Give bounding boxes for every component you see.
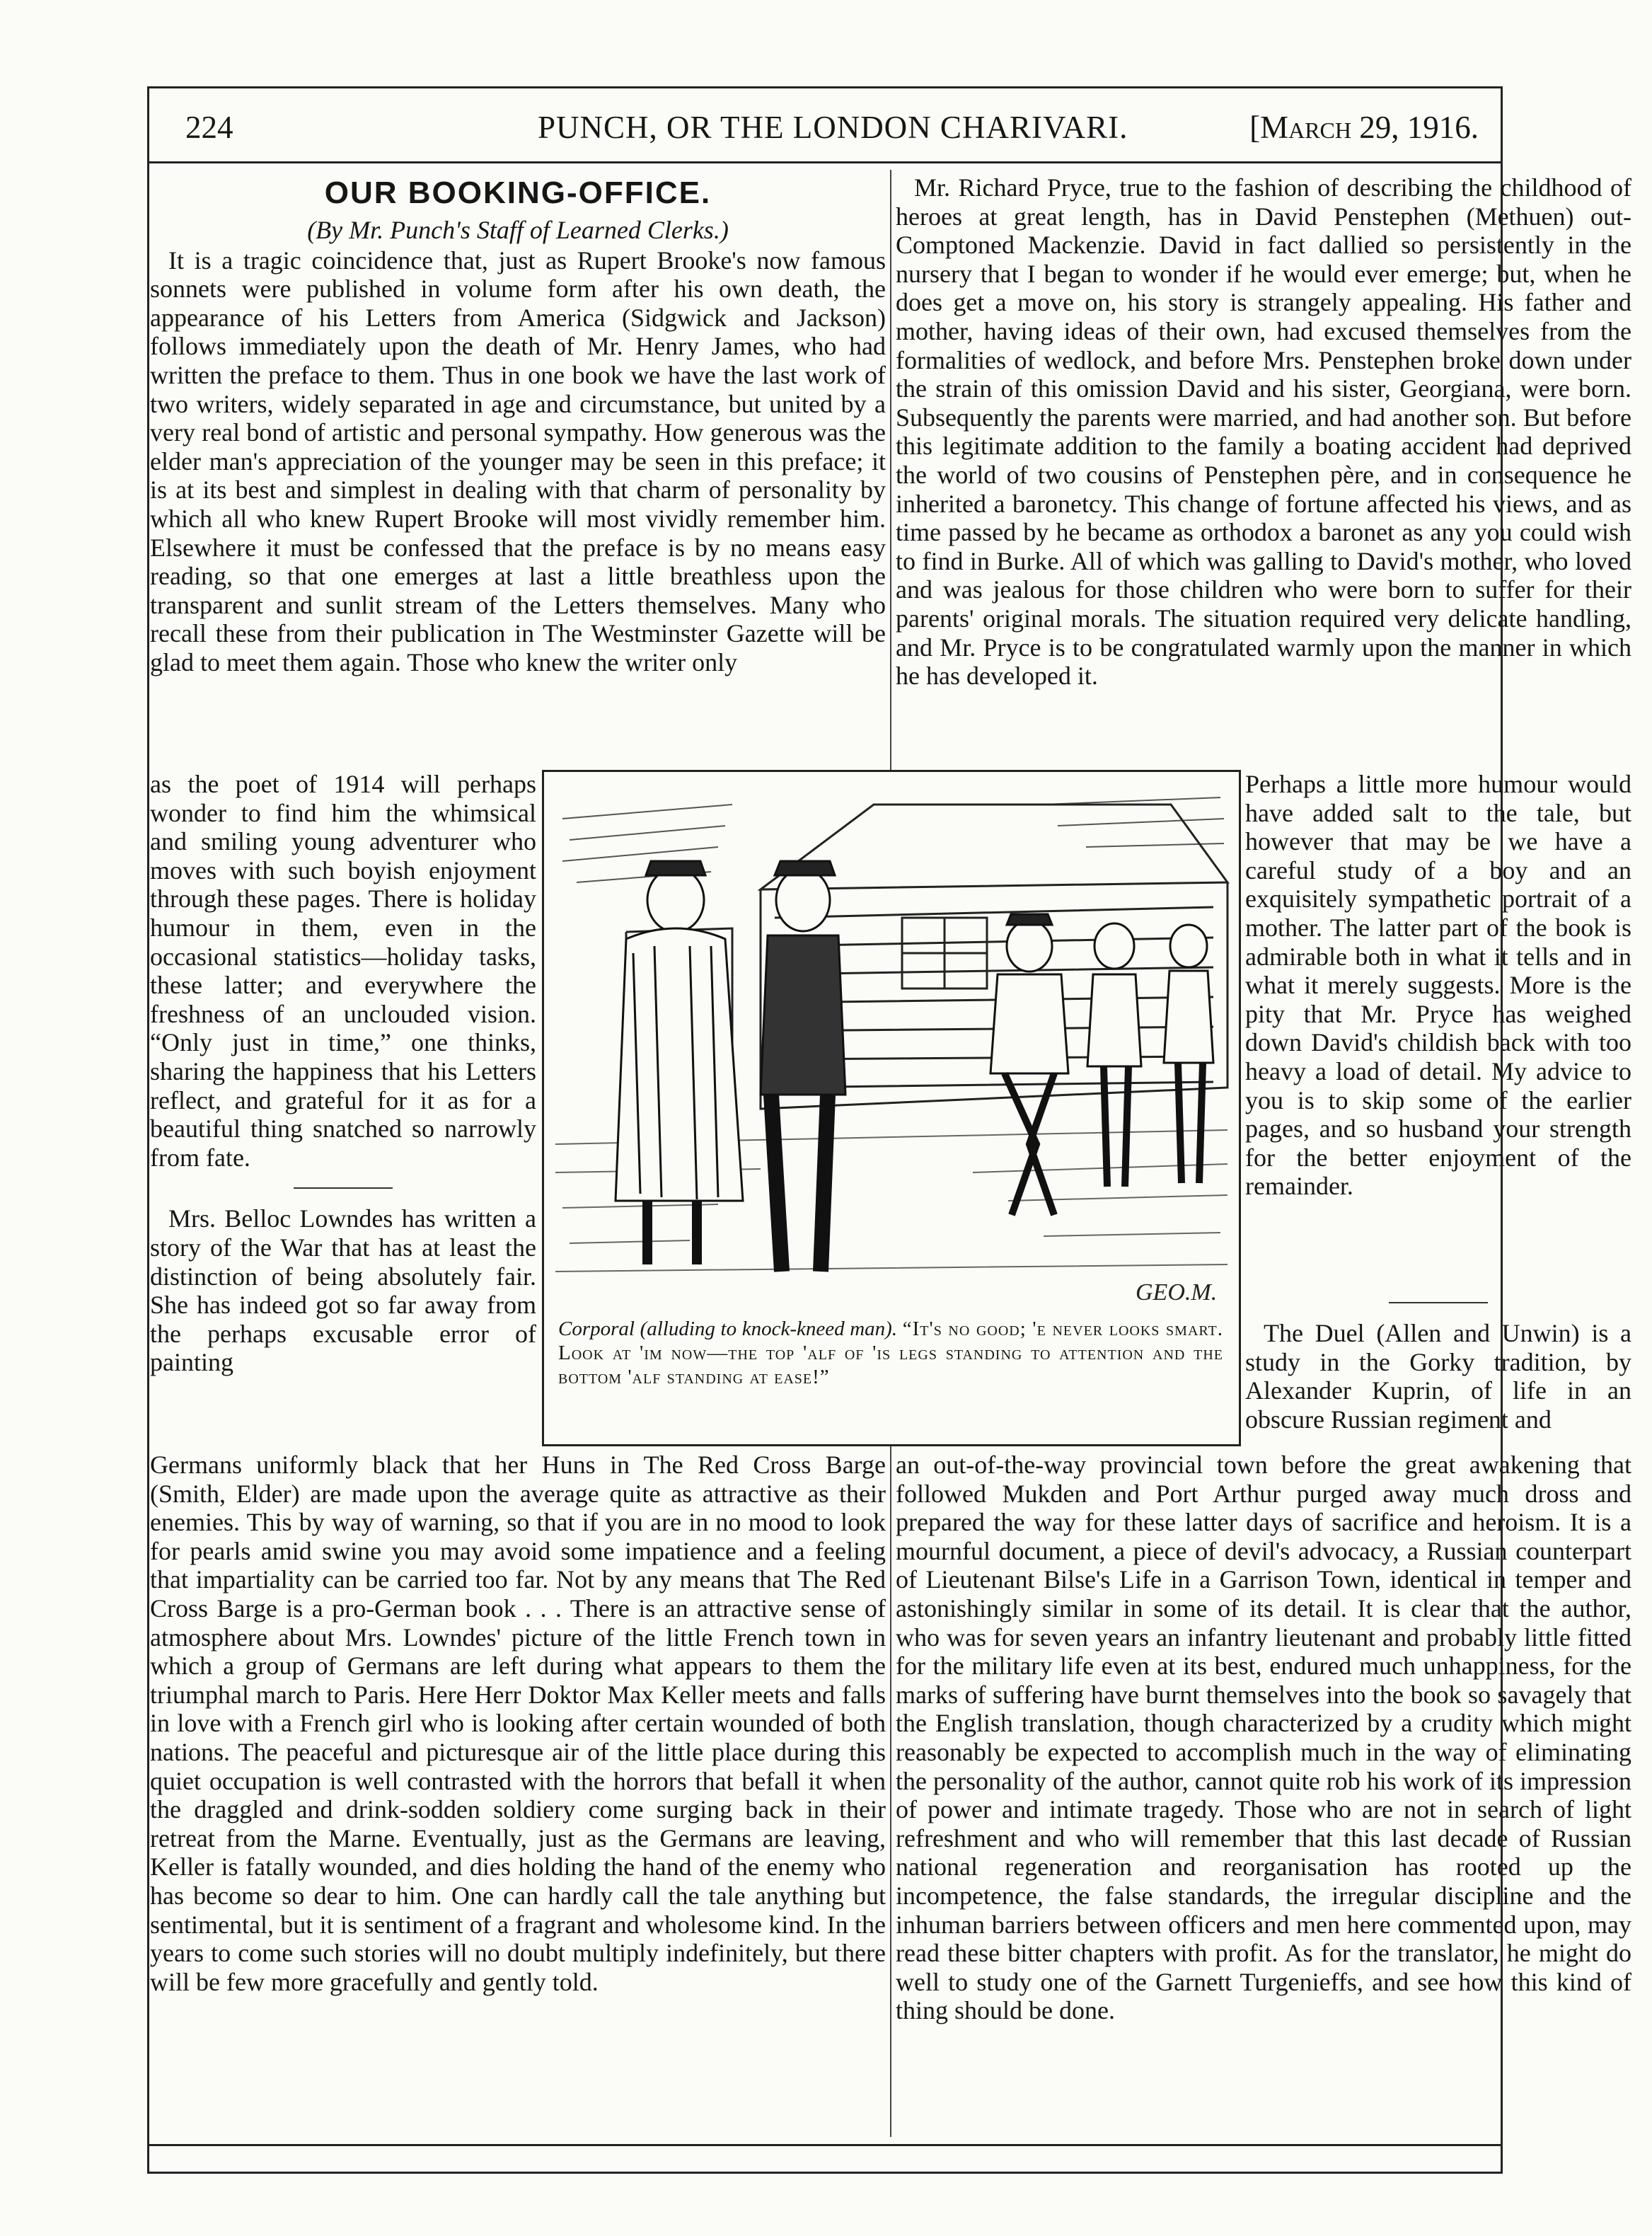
review-david-penstephen: Mr. Richard Pryce, true to the fashion of describing the childhood of heroes at great length, has in David Penstephen (Methuen) out-Comptoned Mackenzie. David in fact dallied so persistently in the nursery that I began to wonder if he would ever emerge; but, when he does get a move on, his story is strangely appealing. His father and mother, having ideas of their own, had excused themselves from the formalities of wedlock, and before Mrs. Penstephen broke down under the strain of this omission David and his sister, Georgiana, were born. Subsequently the parents were married, and had another son. But before this legitimate addition to the family a boating accident had deprived the world of two cousins of Penstephen père, and in consequence he inherited a baronetcy. This change of fortune affected his views, and as time passed by he became as orthodox a baronet as any you could wish to find in Burke. All of which was galling to David's mother, who loved and was jealous for those children who were born to suffer for their parents' original morals. The situation required very delicate handling, and Mr. Pryce is to be congratulated warmly upon the manner in which he has developed it.	[896, 173, 1631, 691]
cartoon-illustration	[542, 770, 1241, 1446]
issue-date: [March 29, 1916.	[1249, 110, 1479, 145]
review-red-cross-barge: Mrs. Belloc Lowndes has written a story of the War that has at least the distinction of being absolutely fair. She has indeed got so far away from the perhaps excusable error of painting	[150, 1204, 536, 1377]
cartoon-drawing	[548, 776, 1235, 1314]
row-soldiers	[1087, 923, 1213, 1187]
artist-signature: GEO.M.	[1136, 1279, 1218, 1306]
footer-rule	[147, 2144, 1501, 2146]
right-column-top	[896, 173, 1631, 691]
review-the-duel: The Duel (Allen and Unwin) is a study in the Gorky tradition, by Alexander Kuprin, of life in an obscure Russian regiment and	[1245, 1319, 1631, 1434]
right-column-wrap	[1245, 770, 1631, 1201]
left-column-top	[150, 173, 886, 677]
corporal-figure	[616, 861, 743, 1264]
left-column-lower	[150, 1451, 886, 1996]
left-column-wrap	[150, 770, 536, 1377]
cartoon-caption	[558, 1317, 1223, 1389]
review-separator	[1389, 1302, 1488, 1303]
review-letters-continued: as the poet of 1914 will perhaps wonder to find him the whimsical and smiling young adventurer who moves with such boyish enjoyment through these pages. There is holiday humour in them, even in the occasional statistics—holiday tasks, these latter; and everywhere the freshness of an unclouded vision. “Only just in time,” one thinks, sharing the happiness that his Letters reflect, and grateful for it as for a beautiful thing snatched so narrowly from fate.	[150, 770, 536, 1172]
soldier-figure	[761, 861, 845, 1272]
review-letters-from-america: It is a tragic coincidence that, just as Rupert Brooke's now famous sonnets were published in volume form after his own death, the appearance of his Letters from America (Sidgwick and Jackson) follows immediately upon the death of Mr. Henry James, who had written the preface to them. Thus in one book we have the last work of two writers, widely separated in age and circumstance, but united by a very real bond of artistic and personal sympathy. How generous was the elder man's appreciation of the younger may be seen in this preface; it is at its best and simplest in dealing with that charm of personality by which all who knew Rupert Brooke will most vividly remember him. Elsewhere it must be confessed that the preface is by no means easy reading, so that one emerges at last a little breathless upon the transparent and sunlit stream of the Letters themselves. Many who recall these from their publication in The Westminster Gazette will be glad to meet them again. Those who knew the writer only	[150, 246, 886, 676]
review-the-duel-continued: an out-of-the-way provincial town before the great awakening that followed Mukden and Port Arthur purged away much dross and prepared the way for these latter days of sacrifice and heroism. It is a mournful document, a piece of devil's advocacy, a Russian counterpart of Lieutenant Bilse's Life in a Garrison Town, identical in temper and astonishingly similar in some of its detail. It is clear that the author, who was for seven years an infantry lieutenant and probably little fitted for the military life even at its best, endured much unhappiness, for the marks of suffering have burnt themselves into the book so savagely that the English translation, though characterized by a crudity which might reasonably be expected to accomplish much in the way of eliminating the personality of the author, cannot quite rob his work of its impression of power and intimate tragedy. Those who are not in search of light refreshment and who will remember that this last decade of Russian national regeneration and reorganisation has rooted up the incompetence, the false standards, the irregular discipline and the inhuman barriers between officers and men here commented upon, may read these bitter chapters with profit. As for the translator, he might do well to study one of the Garnett Turgenieffs, and see how this kind of thing should be done.	[896, 1451, 1631, 2025]
caption-speaker: Corporal (alluding to knock-kneed man).	[558, 1318, 898, 1340]
section-title: OUR BOOKING-OFFICE.	[324, 175, 712, 210]
section-byline: (By Mr. Punch's Staff of Learned Clerks.)	[307, 216, 729, 244]
review-separator	[294, 1187, 393, 1189]
caption-quote: “It's no good; 'e never looks smart. Look at 'im now—the top 'alf of 'is legs standing to attention and the bottom 'alf standing at ease!”	[558, 1318, 1223, 1388]
header-rule	[147, 161, 1501, 163]
review-red-cross-barge-continued: Germans uniformly black that her Huns in The Red Cross Barge (Smith, Elder) are made upon the average quite as attractive as their enemies. This by way of warning, so that if you are in no mood to look for pearls amid swine you may avoid some impatience and a feeling that impartiality can be carried too far. Not by any means that The Red Cross Barge is a pro-German book . . . There is an attractive sense of atmosphere about Mrs. Lowndes' picture of the little French town in which a group of Germans are left during what appears to them the triumphal march to Paris. Here Herr Doktor Max Keller meets and falls in love with a French girl who is looking after certain wounded of both nations. The peaceful and picturesque air of the little place during this quiet occupation is well contrasted with the horrors that befall it when the draggled and drink-sodden soldiery come surging back in their retreat from the Marne. Eventually, just as the Germans are leaving, Keller is fatally wounded, and dies holding the hand of the enemy who has become so dear to him. One can hardly call the tale anything but sentimental, but it is sentiment of a fragrant and wholesome kind. In the years to come such stories will no doubt multiply indefinitely, but there will be few more gracefully and gently told.	[150, 1451, 886, 1996]
page-number: 224	[185, 110, 233, 145]
right-column-wrap-2	[1245, 1302, 1631, 1434]
right-column-lower	[896, 1451, 1631, 2025]
review-david-penstephen-continued: Perhaps a little more humour would have added salt to the tale, but however that may be we have a careful study of a boy and an exquisitely sympathetic portrait of a mother. The latter part of the book is admirable both in what it tells and in what it merely suggests. More is the pity that Mr. Pryce has weighed down David's childish back with too heavy a load of detail. My advice to you is to skip some of the earlier pages, and so husband your strength for the better enjoyment of the remainder.	[1245, 770, 1631, 1201]
publication-title: PUNCH, OR THE LONDON CHARIVARI.	[538, 110, 1128, 145]
